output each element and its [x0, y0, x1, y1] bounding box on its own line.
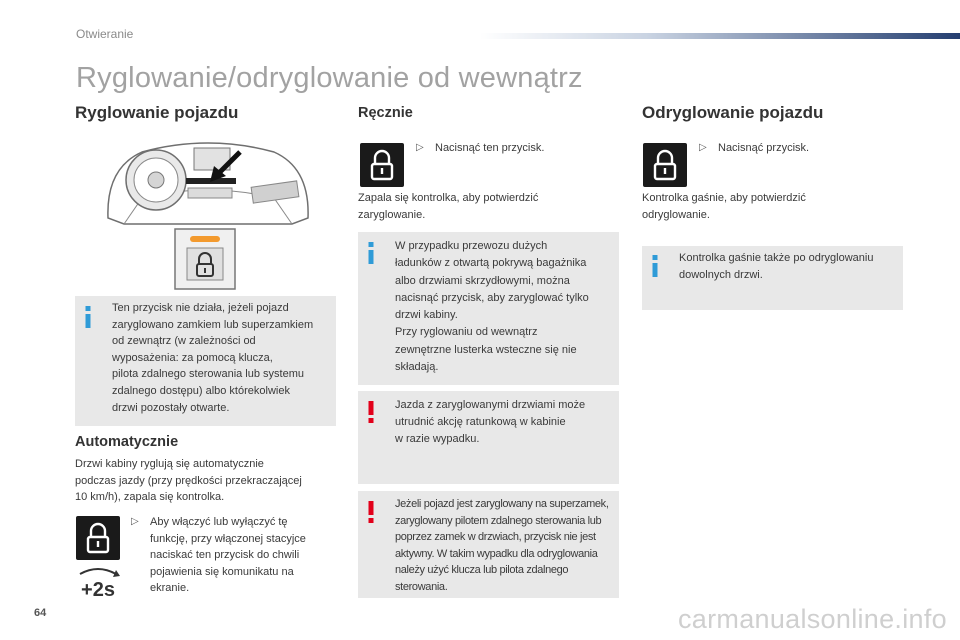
info-icon	[83, 306, 93, 328]
header-bar	[480, 33, 960, 39]
two-seconds-press-icon	[74, 566, 122, 602]
info-line: Kontrolka gaśnie także po odryglowaniu	[679, 252, 874, 264]
info-line: wyposażenia: za pomocą klucza,	[112, 351, 273, 364]
info-box-any-door	[642, 246, 903, 310]
info-line: albo drzwiami skrzydłowymi, można	[395, 274, 570, 287]
bullet-arrow-icon: ▷	[416, 142, 424, 153]
manual-heading: Ręcznie	[358, 105, 413, 121]
info-box-no-effect	[75, 296, 336, 426]
auto-bullet-line: naciskać ten przycisk do chwili	[150, 549, 300, 562]
warning-line: Jeżeli pojazd jest zaryglowany na superzamek,	[395, 498, 609, 510]
manual-confirm-line: zaryglowanie.	[358, 209, 426, 221]
warning-line: należy użyć klucza lub pilota zdalnego sterowania.	[395, 564, 569, 593]
warning-box-rescue	[358, 391, 619, 484]
lock-button-auto	[76, 516, 120, 560]
auto-bullet-line: pojawienia się komunikatu na	[150, 565, 294, 578]
info-line: zdalnego dostępu) albo którekolwiek	[112, 384, 290, 397]
page-title: Ryglowanie/odryglowanie od wewnątrz	[76, 62, 583, 94]
auto-line: 10 km/h), zapala się kontrolka.	[75, 491, 225, 503]
warning-line: Jazda z zaryglowanymi drzwiami może	[395, 399, 586, 411]
unlock-bullet: Nacisnąć przycisk.	[718, 142, 810, 154]
warning-icon	[366, 501, 376, 523]
info-line: od zewnątrz (w zależności od	[112, 335, 256, 348]
manual-confirm-line: Zapala się kontrolka, aby potwierdzić	[358, 192, 539, 204]
lock-button-icon	[360, 143, 404, 187]
info-line: nacisnąć przycisk, aby zaryglować tylko	[395, 291, 589, 304]
info-line: ładunków z otwartą pokrywą bagażnika	[395, 257, 587, 270]
info-line: W przypadku przewozu dużych	[395, 240, 548, 252]
unlock-confirm-line: odryglowanie.	[642, 209, 710, 221]
info-line: składają.	[395, 361, 439, 374]
automatic-heading: Automatycznie	[75, 434, 179, 450]
auto-line: Drzwi kabiny ryglują się automatycznie	[75, 458, 264, 470]
info-line: drzwi pozostały otwarte.	[112, 401, 230, 414]
warning-line: utrudnić akcję ratunkową w kabinie	[395, 416, 566, 428]
lock-button-icon	[643, 143, 687, 187]
info-box-cargo	[358, 232, 619, 385]
bullet-arrow-icon: ▷	[131, 516, 139, 527]
unlock-confirm-line: Kontrolka gaśnie, aby potwierdzić	[642, 192, 806, 204]
lock-button-manual	[360, 143, 404, 187]
info-line: dowolnych drzwi.	[679, 269, 763, 281]
info-line: zewnętrzne lusterka wsteczne się nie	[395, 343, 577, 356]
info-icon	[650, 255, 660, 277]
auto-bullet-line: ekranie.	[150, 582, 190, 595]
unlock-button	[643, 143, 687, 187]
info-line: drzwi kabiny.	[395, 309, 458, 322]
info-line: Ten przycisk nie działa, jeżeli pojazd	[112, 302, 289, 314]
warning-box-superlock	[358, 491, 619, 598]
auto-bullet-line: funkcję, przy włączonej stacyjce	[150, 532, 306, 545]
warning-line: aktywny. W takim wypadku dla odryglowania	[395, 547, 598, 560]
dashboard-illustration	[102, 138, 314, 230]
auto-bullet-line: Aby włączyć lub wyłączyć tę	[150, 516, 288, 528]
locking-heading: Ryglowanie pojazdu	[75, 103, 239, 122]
warning-line: w razie wypadku.	[395, 433, 480, 445]
auto-line: podczas jazdy (przy prędkości przekraczającej	[75, 474, 302, 487]
warning-line: poprzez zamek w drzwiach, przycisk nie jest	[395, 531, 596, 544]
watermark: carmanualsonline.info	[678, 604, 947, 634]
unlocking-heading: Odryglowanie pojazdu	[642, 103, 824, 122]
warning-icon	[366, 401, 376, 423]
info-icon	[366, 242, 376, 264]
lock-button-icon	[76, 516, 120, 560]
info-line: zaryglowano zamkiem lub superzamkiem	[112, 318, 314, 331]
section-tag: Otwieranie	[76, 27, 134, 41]
warning-line: zaryglowany pilotem zdalnego sterowania lub	[395, 514, 602, 527]
bullet-arrow-icon: ▷	[699, 142, 707, 153]
info-line: Przy ryglowaniu od wewnątrz	[395, 326, 538, 339]
info-line: pilota zdalnego sterowania lub systemu	[112, 368, 305, 381]
lock-panel-illustration	[174, 228, 236, 290]
two-seconds-label: +2s	[81, 579, 115, 601]
manual-bullet: Nacisnąć ten przycisk.	[435, 142, 545, 154]
page-number: 64	[34, 607, 47, 619]
